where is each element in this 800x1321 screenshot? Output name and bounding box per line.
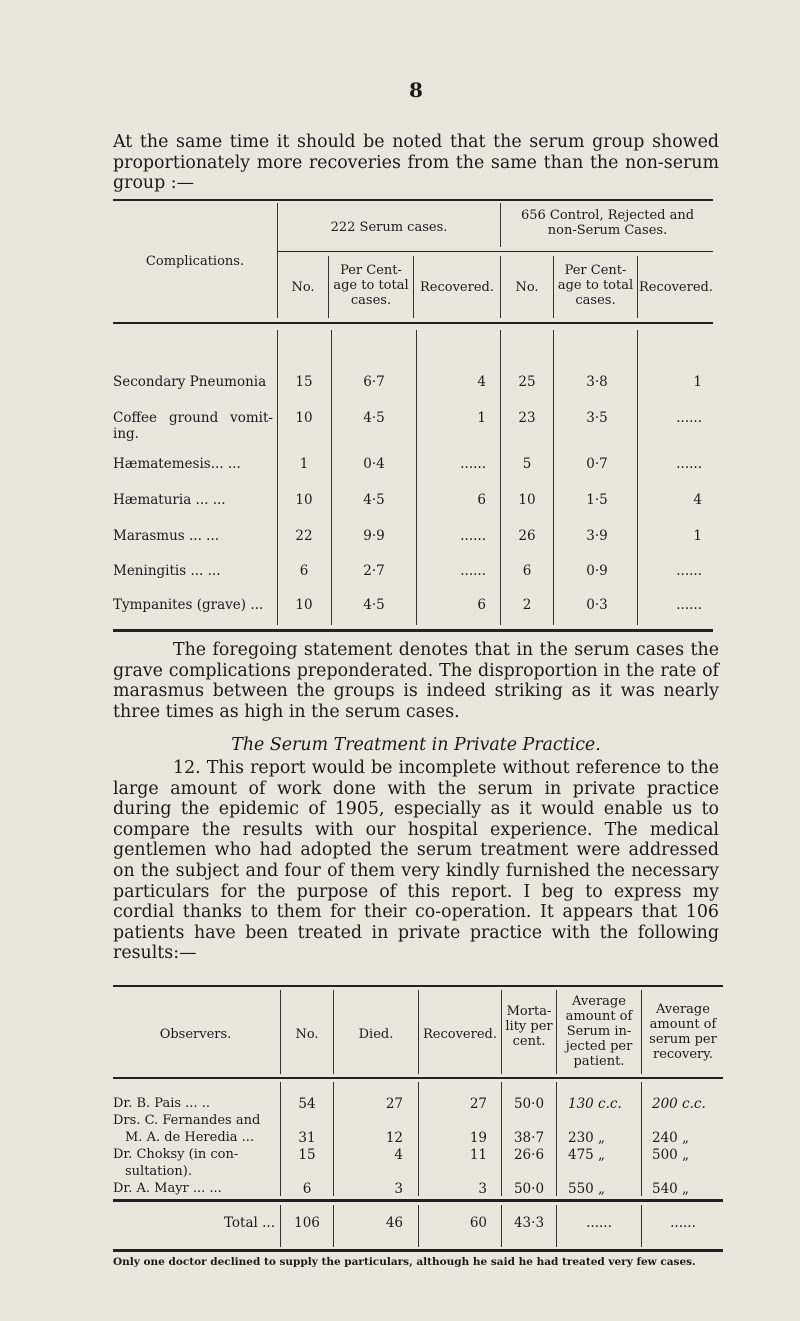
cell: 1: [693, 528, 702, 544]
cell: 43·3: [513, 1215, 545, 1231]
cell: 2·7: [363, 563, 385, 579]
cell: 50·0: [513, 1096, 545, 1112]
cell: 38·7: [513, 1130, 545, 1146]
row-name: sultation).: [125, 1164, 192, 1179]
cell: ......: [676, 456, 702, 472]
cell: 4·5: [363, 410, 385, 426]
cell: 550 „: [568, 1181, 606, 1197]
cell: 475 „: [568, 1147, 606, 1163]
cell: ......: [676, 597, 702, 613]
cell: 27: [469, 1096, 487, 1112]
cell: 4: [394, 1147, 403, 1163]
cell: 3·8: [586, 374, 608, 390]
header-control-recovered: Recovered.: [639, 280, 713, 295]
cell: 3: [478, 1181, 487, 1197]
cell: 10: [295, 597, 313, 613]
cell: 1·5: [586, 492, 608, 508]
cell: 6: [477, 597, 486, 613]
cell: 4·5: [363, 597, 385, 613]
cell: 130 c.c.: [568, 1096, 622, 1112]
cell: 200 c.c.: [652, 1096, 706, 1112]
cell: 0·4: [363, 456, 385, 472]
cell: 1: [299, 456, 309, 472]
intro-paragraph: At the same time it should be noted that the serum group showed proportionately more recoveries from the same than the non-serum group :—: [113, 132, 719, 194]
cell: 6: [477, 492, 486, 508]
row-name: Meningitis ... ...: [113, 563, 221, 579]
foregoing-paragraph: The foregoing statement denotes that in the serum cases the grave complications preponderated. The disproportion in the rate of marasmus between the groups is indeed striking as it was nearly three times as high in the serum cases.: [113, 640, 719, 722]
header-serum-group: 222 Serum cases.: [330, 220, 448, 235]
cell: 22: [295, 528, 313, 544]
cell: 4·5: [363, 492, 385, 508]
cell: 6: [302, 1181, 312, 1197]
total-label: Total ...: [223, 1215, 275, 1231]
cell: ......: [460, 456, 486, 472]
row-name: Dr. B. Pais ... ..: [113, 1096, 210, 1111]
cell: 500 „: [652, 1147, 690, 1163]
cell: 3·9: [586, 528, 608, 544]
cell: 10: [295, 492, 313, 508]
header-serum-recovered: Recovered.: [420, 280, 494, 295]
cell: 31: [298, 1130, 316, 1146]
cell: 4: [477, 374, 486, 390]
header-avg-per-recovery: Average amount of serum per recovery.: [649, 1002, 717, 1062]
row-name: Drs. C. Fernandes and: [113, 1113, 261, 1128]
cell: 0·3: [586, 597, 608, 613]
cell: 540 „: [652, 1181, 690, 1197]
row-name: Hæmaturia ... ...: [113, 492, 226, 508]
header-no: No.: [295, 1027, 319, 1042]
cell: 26·6: [513, 1147, 545, 1163]
cell: ......: [676, 563, 702, 579]
cell: 60: [469, 1215, 487, 1231]
cell: ......: [670, 1215, 696, 1231]
row-name: Tympanites (grave) ...: [113, 597, 264, 613]
header-serum-no: No.: [291, 280, 315, 295]
cell: 19: [469, 1130, 487, 1146]
cell: 240 „: [652, 1130, 690, 1146]
cell: 9·9: [363, 528, 385, 544]
cell: 12: [385, 1130, 403, 1146]
header-mortality: Morta-lity per cent.: [505, 1004, 553, 1049]
cell: 5: [522, 456, 532, 472]
cell: 27: [385, 1096, 403, 1112]
cell: 11: [469, 1147, 487, 1163]
cell: 3: [394, 1181, 403, 1197]
cell: 6: [299, 563, 309, 579]
page-number: 8: [409, 78, 423, 102]
cell: 230 „: [568, 1130, 606, 1146]
cell: 6·7: [363, 374, 385, 390]
header-control-no: No.: [515, 280, 539, 295]
cell: 46: [385, 1215, 403, 1231]
row-name: Marasmus ... ...: [113, 528, 220, 544]
cell: ......: [460, 563, 486, 579]
cell: 3·5: [586, 410, 608, 426]
cell: 15: [295, 374, 313, 390]
row-name: Coffee ground vomit-ing.: [113, 410, 273, 442]
cell: 1: [477, 410, 486, 426]
row-name: Hæmatemesis... ...: [113, 456, 241, 472]
cell: 2: [522, 597, 532, 613]
header-avg-per-patient: Average amount of Serum in-jected per patient.: [565, 994, 633, 1069]
private-practice-paragraph: 12. This report would be incomplete without reference to the large amount of work done with the serum in private practice during the epidemic of 1905, especially as it would enable us to compare the results with our hospital experience. The medical gentlemen who had adopted the serum treatment were addressed on the subject and four of them very kindly furnished the necessary particulars for the purpose of this report. I beg to express my cordial thanks to them for their co-operation. It appears that 106 patients have been treated in private practice with the following results:—: [113, 758, 719, 964]
cell: 50·0: [513, 1181, 545, 1197]
cell: 6: [522, 563, 532, 579]
header-recovered: Recovered.: [423, 1027, 497, 1042]
cell: 25: [518, 374, 536, 390]
cell: 10: [295, 410, 313, 426]
cell: 26: [518, 528, 536, 544]
cell: ......: [676, 410, 702, 426]
cell: 15: [298, 1147, 316, 1163]
header-control-pct: Per Cent-age to total cases.: [557, 263, 634, 308]
section-subheading: The Serum Treatment in Private Practice.: [231, 735, 601, 755]
footnote: Only one doctor declined to supply the particulars, although he said he had treated very few cases.: [113, 1256, 696, 1268]
cell: 23: [518, 410, 536, 426]
row-name: M. A. de Heredia ...: [125, 1130, 255, 1145]
header-died: Died.: [358, 1027, 394, 1042]
cell: ......: [586, 1215, 612, 1231]
cell: 0·7: [586, 456, 608, 472]
row-name: Secondary Pneumonia: [113, 374, 267, 390]
cell: 10: [518, 492, 536, 508]
header-observers: Observers.: [159, 1027, 232, 1042]
cell: 4: [693, 492, 702, 508]
cell: 106: [294, 1215, 320, 1231]
cell: 1: [693, 374, 702, 390]
header-complications: Complications.: [145, 254, 245, 269]
cell: 0·9: [586, 563, 608, 579]
header-serum-pct: Per Cent-age to total cases.: [333, 263, 409, 308]
row-name: Dr. Choksy (in con-: [113, 1147, 239, 1162]
header-control-group: 656 Control, Rejected and non-Serum Cases.: [520, 208, 695, 238]
cell: ......: [460, 528, 486, 544]
row-name: Dr. A. Mayr ... ...: [113, 1181, 222, 1196]
cell: 54: [298, 1096, 316, 1112]
